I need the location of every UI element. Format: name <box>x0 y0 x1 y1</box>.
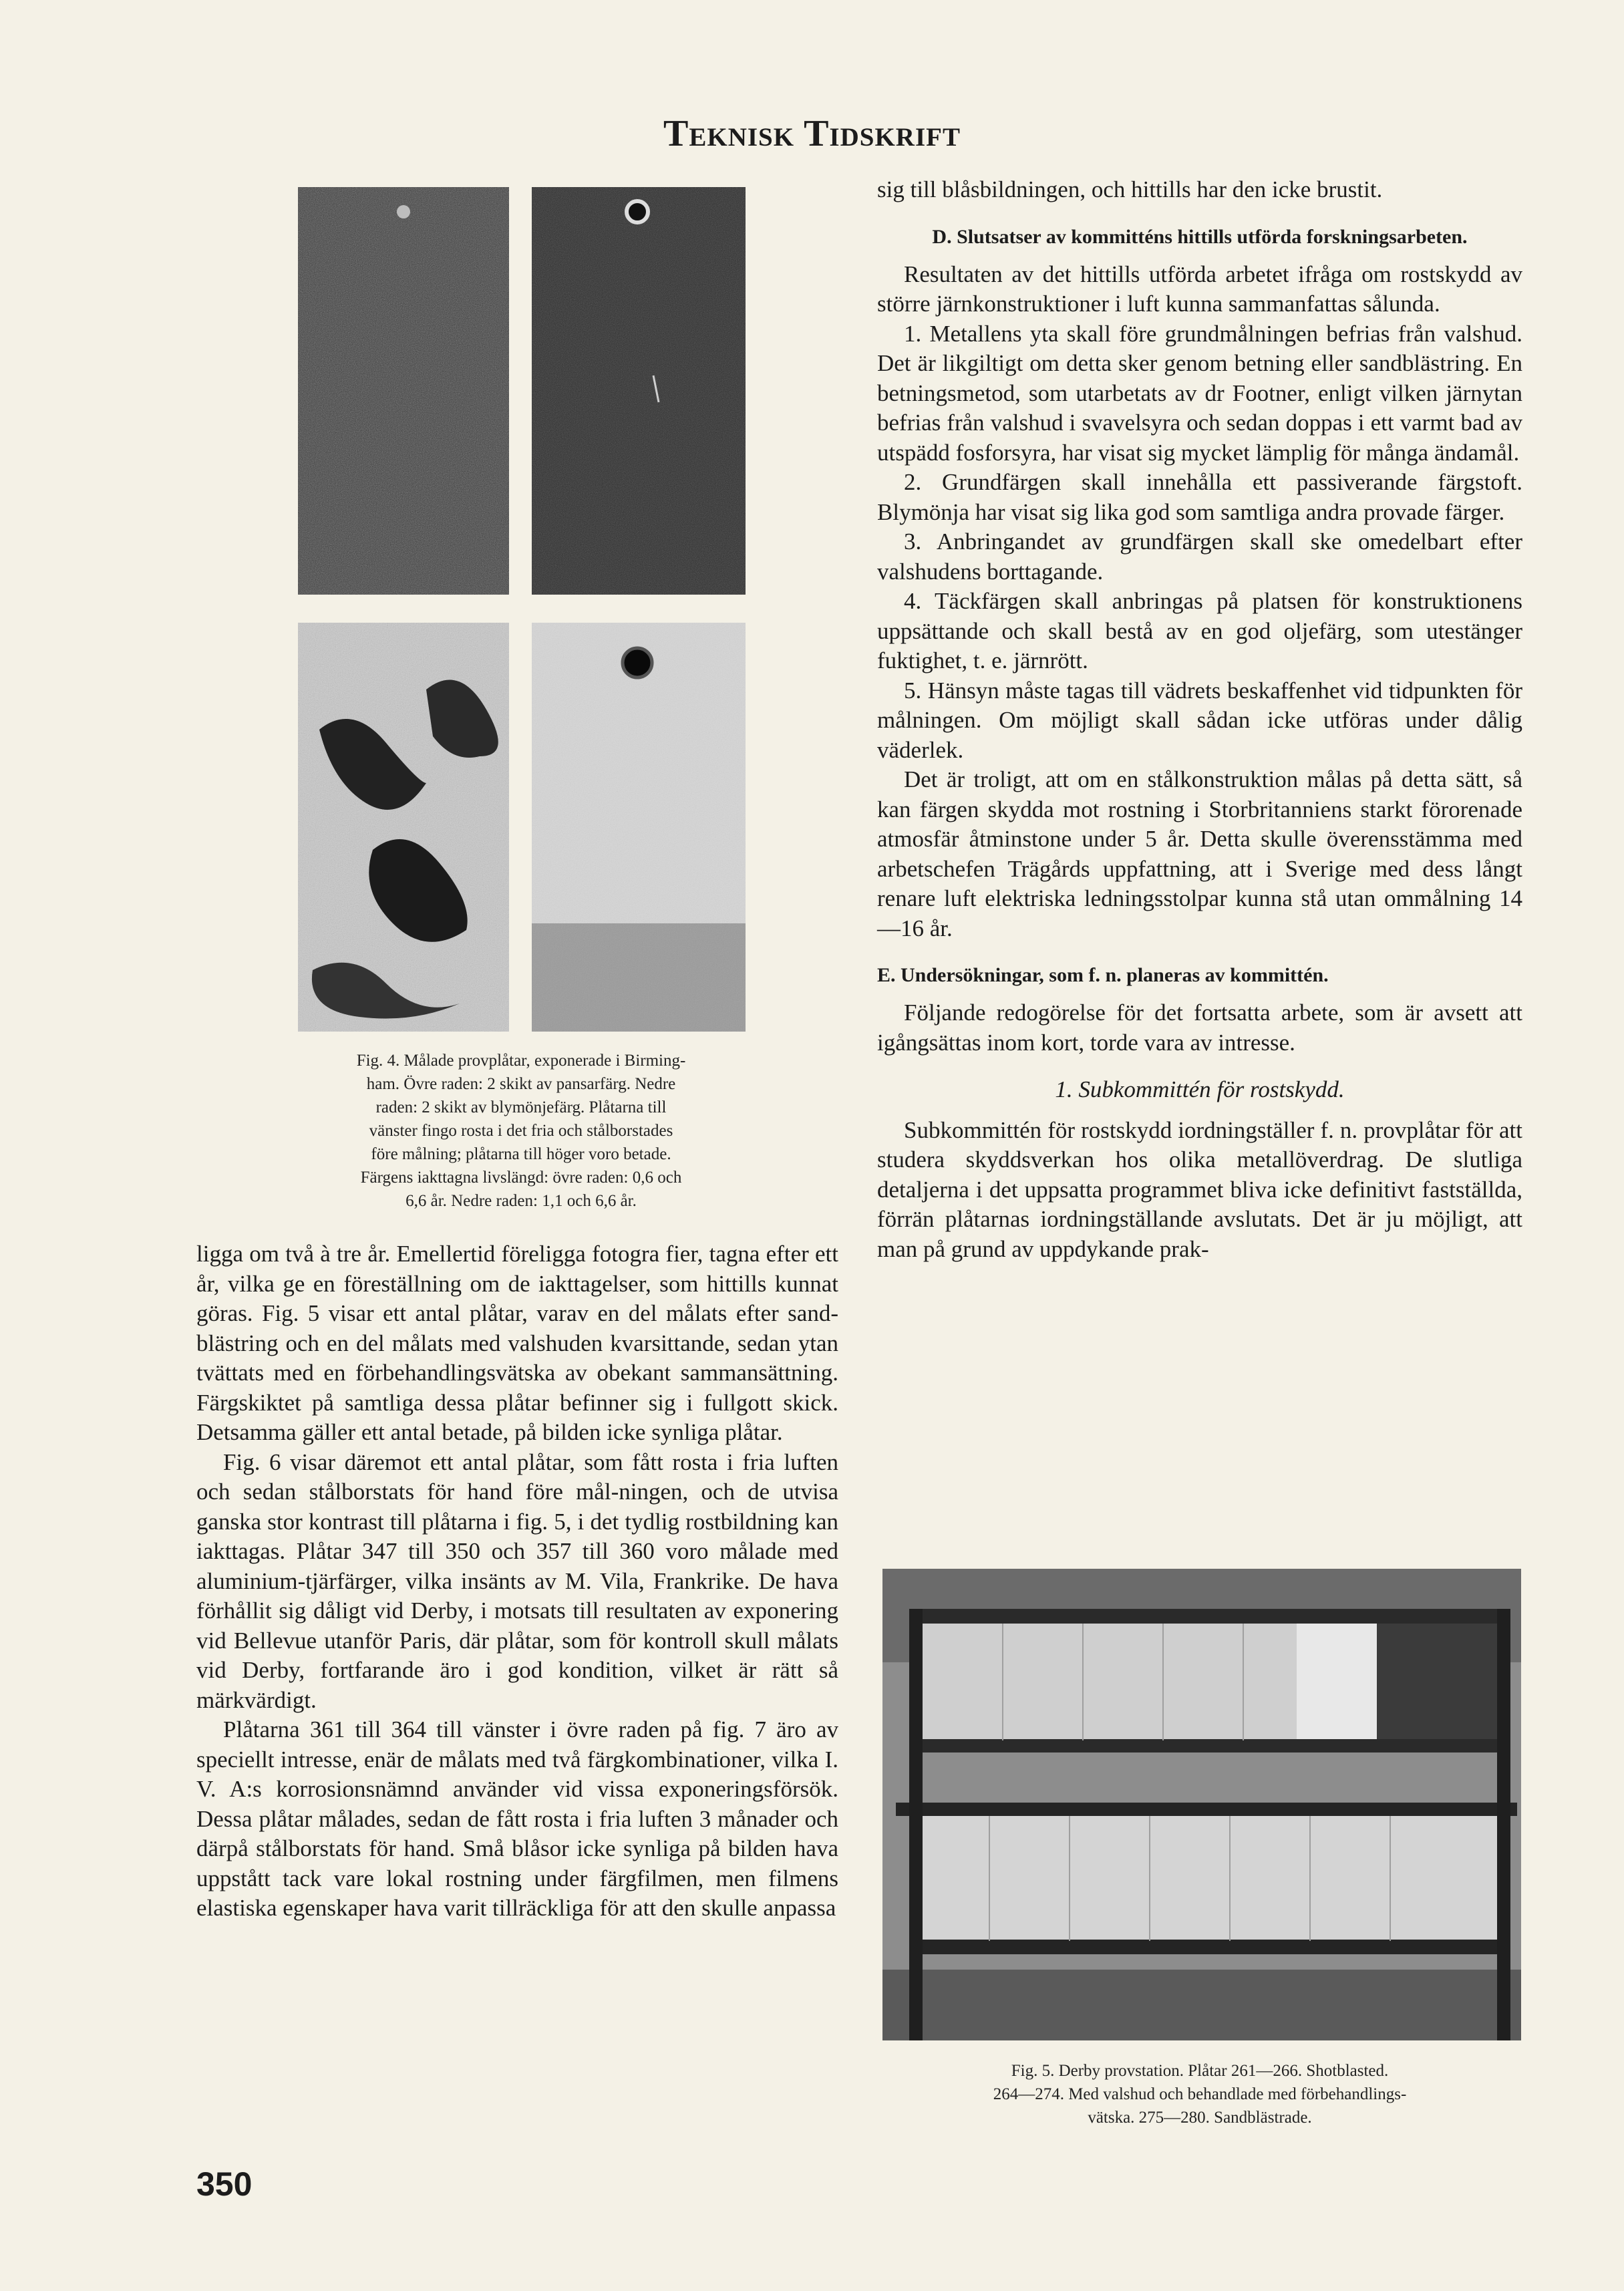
figure-4-caption <box>254 1049 788 1213</box>
caption-line: ham. Övre raden: 2 skikt av pansarfärg. Nedre <box>366 1075 676 1093</box>
paragraph: sig till blåsbildningen, och hittills har den icke brustit. <box>877 176 1383 202</box>
right-column <box>877 175 1522 1264</box>
paragraph: Subkommittén för rostskydd iordningställer f. n. provplåtar för att studera skyddsverkan hos olika metallöverdrag. De slutliga detaljerna i det uppsatta programmet bliva icke definitivt fastställda, förrän plåtarnas iordningställande avslutats. Det är ju möjligt, att man på grund av uppdykande prak- <box>877 1116 1522 1262</box>
paragraph: Det är troligt, att om en stålkonstruktion målas på detta sätt, så kan färgen skydda mot rostning i Storbritanniens starkt förorenade atmosfär åtminstone under 5 år. Detta skulle överensstämma med arbetschefen Trägårds uppfattning, att i Sverige med dess långt renare luft elektriska ledningsstolpar kunna stå utan ommålning 14—16 år. <box>877 766 1522 941</box>
caption-line: 6,6 år. Nedre raden: 1,1 och 6,6 år. <box>405 1192 637 1210</box>
list-item: 2. Grundfärgen skall innehålla ett passiverande färgstoft. Blymönja har visat sig lika god som samtliga andra provade färger. <box>877 469 1522 525</box>
subsection-heading: 1. Subkommittén för rostskydd. <box>1055 1076 1345 1102</box>
list-item: 5. Hänsyn måste tagas till vädrets beskaffenhet vid tidpunkten för målningen. Om möjligt skall sådan icke utföras under dålig väderlek. <box>877 677 1522 763</box>
caption-line: Färgens iakttagna livslängd: övre raden: 0,6 och <box>360 1169 682 1187</box>
figure-5-caption <box>877 2059 1522 2129</box>
dark-plate <box>1377 1624 1497 1740</box>
caption-line: vänster fingo rosta i det fria och stålborstades <box>369 1122 673 1140</box>
caption-line: 264—274. Med valshud och behandlade med förbehandlings- <box>993 2085 1407 2103</box>
paragraph: Fig. 6 visar däremot ett antal plåtar, som fått rosta i fria luften och sedan stålborstats för hand före mål-ningen, och de utvisa ganska stor kontrast till plåtarna i fig. 5, i det tydlig rostbildning kan iakttagas. Plåtar 347 till 350 och 357 till 360 voro målade med aluminium-tjärfärger, vilka insänts av M. Vila, Frankrike. De hava förhållit sig dåligt vid Derby, i motsats till resultaten av exponering vid Bellevue utanför Paris, där plåtar, som för kontroll skull målats vid Derby, fortfarande äro i god kondition, vilket är rätt så märkvärdigt. <box>196 1448 838 1713</box>
caption-line: raden: 2 skikt av blymönjefärg. Plåtarna till <box>375 1098 667 1116</box>
caption-line: vätska. 275—280. Sandblästrade. <box>1088 2109 1312 2127</box>
figure-4-image <box>293 182 756 1036</box>
paragraph: Resultaten av det hittills utförda arbetet ifråga om rostskydd av större järnkonstruktioner i luft kunna sammanfattas sålunda. <box>877 261 1522 317</box>
figure-5-photo <box>882 1569 1521 2040</box>
caption-line: Fig. 5. Derby provstation. Plåtar 261—266. Shotblasted. <box>1011 2062 1389 2080</box>
paragraph: Följande redogörelse för det fortsatta arbete, som är avsett att igångsättas inom kort, torde vara av intresse. <box>877 1000 1522 1056</box>
paragraph: ligga om två à tre år. Emellertid föreligga fotogra fier, tagna efter ett år, vilka ge en föreställning om de iakttagelser, som hittills kunnat göras. Fig. 5 visar ett antal plåtar, varav en del målats efter sand-blästring och en del målats med valshuden kvarsittande, sedan ytan tvättats med en förbehandlingsvätska av obekant sammansättning. Färgskiktet på samtliga dessa plåtar befinner sig i fullgott skick. Detsamma gäller ett antal betade, på bilden icke synliga plåtar. <box>196 1241 838 1445</box>
list-item: 1. Metallens yta skall före grundmålningen befrias från valshud. Det är likgiltigt om detta sker genom betning eller sandblästring. En betningsmetod, som utarbetats av dr Footner, enligt vilken järnytan befrias från valshud i svavelsyra och sedan doppas i ett varmt bad av utspädd fosforsyra, har visat sig mycket lämplig för många ändamål. <box>877 320 1522 466</box>
left-column <box>196 1239 838 1924</box>
list-item: 3. Anbringandet av grundfärgen skall ske omedelbart efter valshudens borttagande. <box>877 528 1522 585</box>
section-e-heading: E. Undersökningar, som f. n. planeras av kommittén. <box>877 964 1329 986</box>
section-d-heading: D. Slutsatser av kommitténs hittills utförda forskningsarbeten. <box>932 225 1468 248</box>
caption-line: före målning; plåtarna till höger voro betade. <box>371 1145 671 1163</box>
figure-5-image <box>882 1569 1521 2040</box>
list-item: 4. Täckfärgen skall anbringas på platsen för konstruktionens uppsättande och skall bestå av en god oljefärg, som utestänger fuktighet, t. e. järnrött. <box>877 588 1522 673</box>
journal-header: Teknisk Tidskrift <box>663 113 961 154</box>
paragraph: Plåtarna 361 till 364 till vänster i övre raden på fig. 7 äro av speciellt intresse, enär de målats med två färgkombinationer, vilka I. V. A:s korrosionsnämnd använder vid vissa exponeringsförsök. Dessa plåtar målades, sedan de fått rosta i fria luften 3 månader och därpå stålborstats för hand. Små blåsor icke synliga på bilden hava uppstått tack vare lokal rostning under färgfilmen, men filmens elastiska egenskaper hava varit tillräckliga för att den skulle anpassa <box>196 1716 838 1921</box>
caption-line: Fig. 4. Målade provplåtar, exponerade i Birming- <box>356 1052 686 1070</box>
figure-4-photo <box>293 182 756 1036</box>
page-number: 350 <box>196 2165 253 2203</box>
